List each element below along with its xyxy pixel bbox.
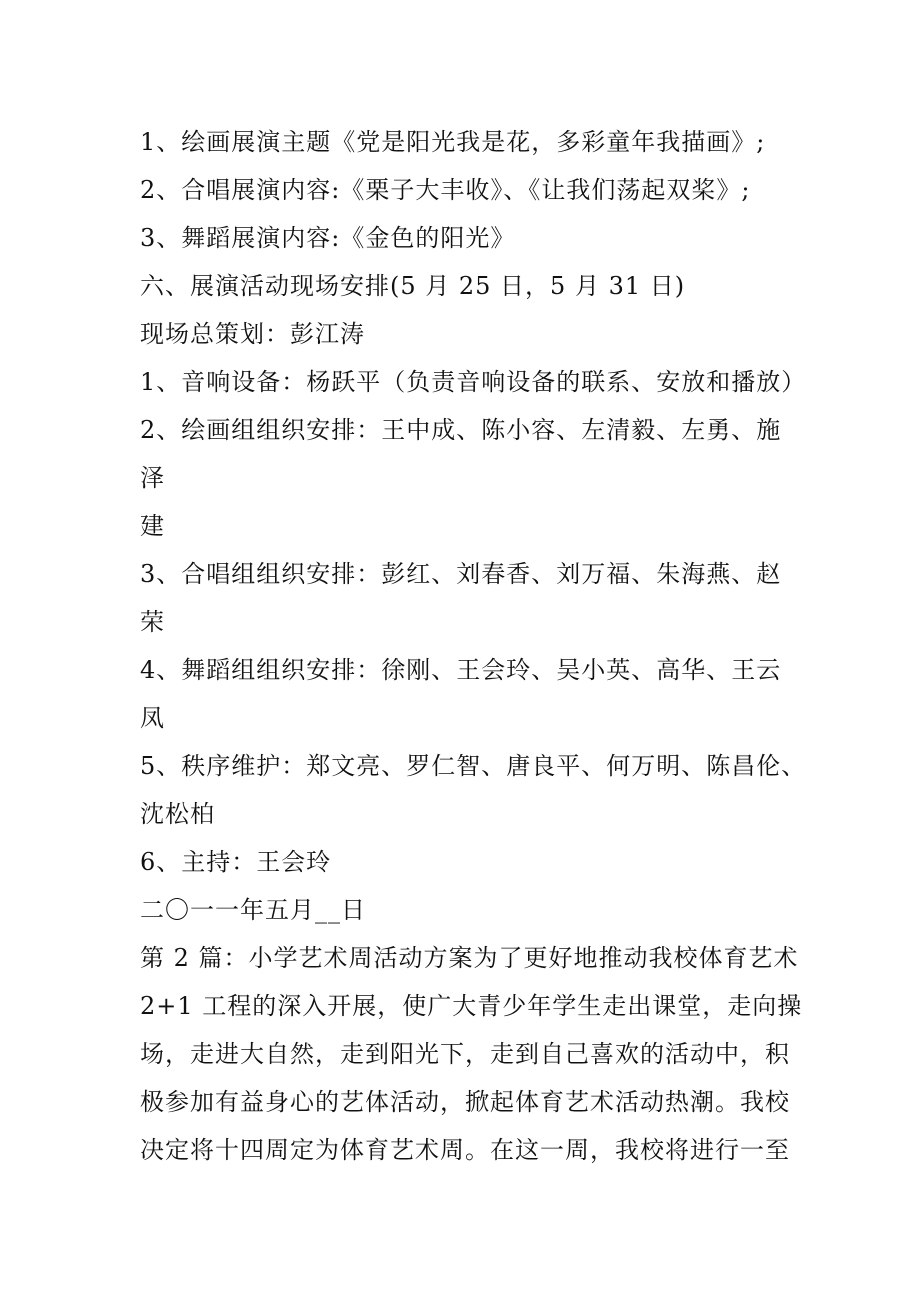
- text-line-chorus-content: 2、合唱展演内容:《栗子大丰收》、《让我们荡起双桨》;: [140, 176, 751, 204]
- text-line-painting-group-cont-1: 泽: [140, 464, 165, 492]
- text-line-article-2-l3: 场，走进大自然，走到阳光下，走到自己喜欢的活动中，积: [140, 1040, 790, 1068]
- text-line-painting-group-cont-2: 建: [140, 512, 165, 540]
- text-line-dance-content: 3、舞蹈展演内容:《金色的阳光》: [140, 224, 516, 252]
- text-line-article-2-l5: 决定将十四周定为体育艺术周。在这一周，我校将进行一至: [140, 1136, 790, 1164]
- text-line-date: 二〇一一年五月__日: [140, 896, 366, 924]
- text-line-chorus-group-cont: 荣: [140, 608, 165, 636]
- text-line-order-maintenance: 5、秩序维护：郑文亮、罗仁智、唐良平、何万明、陈昌伦、: [140, 752, 807, 780]
- text-line-order-maintenance-cont: 沈松柏: [140, 800, 215, 828]
- text-line-dance-group-cont: 凤: [140, 704, 165, 732]
- text-line-article-2-l4: 极参加有益身心的艺体活动，掀起体育艺术活动热潮。我校: [140, 1088, 790, 1116]
- text-line-dance-group: 4、舞蹈组组织安排：徐刚、王会玲、吴小英、高华、王云: [140, 656, 782, 684]
- text-line-sound-equipment: 1、音响设备：杨跃平（负责音响设备的联系、安放和播放）: [140, 368, 807, 396]
- text-line-article-2-start: 第 2 篇：小学艺术周活动方案为了更好地推动我校体育艺术: [140, 944, 799, 972]
- text-line-article-2-l2: 2+1 工程的深入开展，使广大青少年学生走出课堂，走向操: [140, 992, 803, 1020]
- text-line-painting-group: 2、绘画组组织安排：王中成、陈小容、左清毅、左勇、施: [140, 416, 782, 444]
- text-line-chorus-group: 3、合唱组组织安排：彭红、刘春香、刘万福、朱海燕、赵: [140, 560, 782, 588]
- document-body: [140, 118, 807, 1174]
- section-heading-onsite-arrangement: 六、展演活动现场安排(5 月 25 日，5 月 31 日): [140, 272, 686, 300]
- text-line-painting-theme: 1、绘画展演主题《党是阳光我是花，多彩童年我描画》;: [140, 128, 766, 156]
- text-line-general-planner: 现场总策划：彭江涛: [140, 320, 365, 348]
- text-line-host: 6、主持：王会玲: [140, 848, 332, 876]
